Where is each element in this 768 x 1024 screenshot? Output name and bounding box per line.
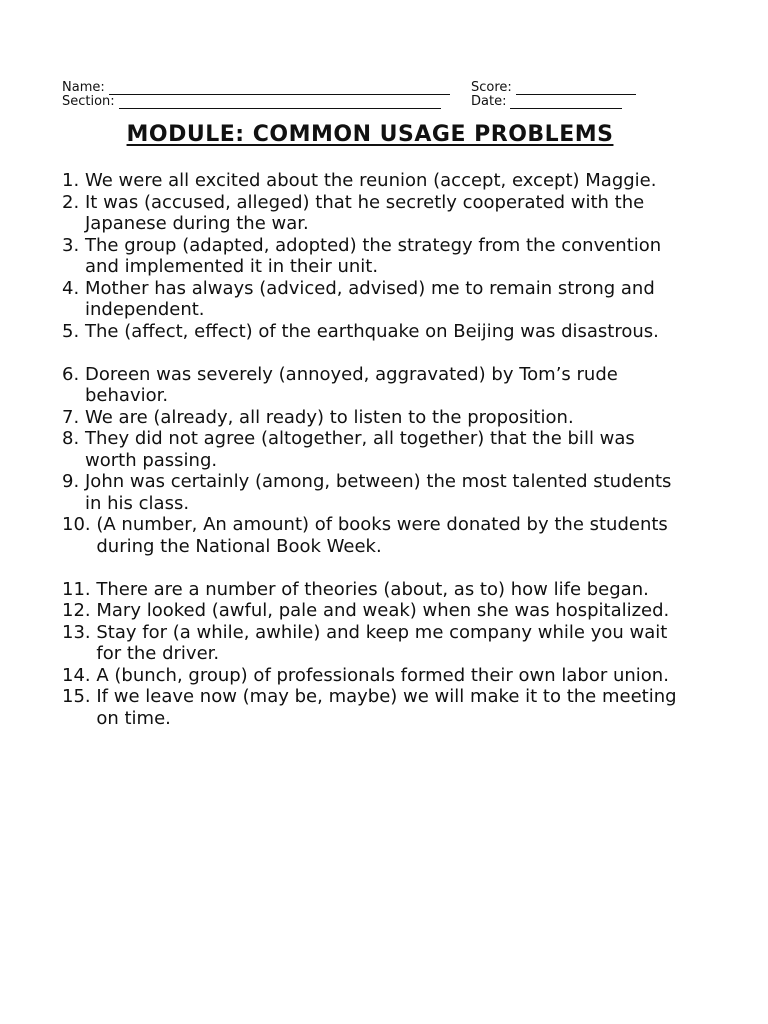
question-text: It was (accused, alleged) that he secretly cooperated with the Japanese during the war. xyxy=(85,191,645,234)
question-item-7 xyxy=(62,407,692,429)
question-text: John was certainly (among, between) the most talented students in his class. xyxy=(85,471,672,514)
question-text: They did not agree (altogether, all together) that the bill was worth passing. xyxy=(85,428,635,471)
question-text: There are a number of theories (about, as to) how life began. xyxy=(96,578,649,600)
section-field[interactable] xyxy=(62,95,468,109)
page-title-text: MODULE: COMMON USAGE PROBLEMS xyxy=(126,122,614,147)
question-number: 15. xyxy=(62,686,97,707)
question-number: 11. xyxy=(62,578,97,600)
question-number: 7. xyxy=(62,406,80,428)
date-field[interactable] xyxy=(471,95,622,109)
question-item-15 xyxy=(62,686,692,729)
question-text: A (bunch, group) of professionals formed their own labor union. xyxy=(96,664,669,686)
date-blank-line[interactable] xyxy=(510,97,622,109)
question-item-2 xyxy=(62,192,692,235)
question-text: Mary looked (awful, pale and weak) when she was hospitalized. xyxy=(96,600,670,621)
name-blank-line[interactable] xyxy=(109,83,450,95)
name-field[interactable] xyxy=(62,81,468,95)
question-item-13 xyxy=(62,622,692,665)
score-field[interactable] xyxy=(471,81,636,95)
question-text: We are (already, all ready) to listen to the proposition. xyxy=(85,406,574,428)
question-text: Doreen was severely (annoyed, aggravated) by Tom’s rude behavior. xyxy=(85,363,618,406)
question-item-10 xyxy=(62,514,692,557)
question-item-8 xyxy=(62,428,692,471)
question-number: 12. xyxy=(62,600,97,621)
header-row-section-date xyxy=(62,95,662,109)
question-text: We were all excited about the reunion (accept, except) Maggie. xyxy=(85,170,657,191)
question-number: 13. xyxy=(62,621,97,643)
question-number: 4. xyxy=(62,277,80,299)
question-number: 14. xyxy=(62,664,97,686)
question-item-5 xyxy=(62,321,692,343)
score-label: Score: xyxy=(471,80,512,95)
question-text: The group (adapted, adopted) the strategy from the convention and implemented it in their unit. xyxy=(85,234,662,277)
date-label: Date: xyxy=(471,94,507,109)
question-item-3 xyxy=(62,235,692,278)
question-number: 3. xyxy=(62,234,80,256)
question-item-12 xyxy=(62,600,692,622)
score-blank-line[interactable] xyxy=(516,83,636,95)
section-label: Section: xyxy=(62,94,115,109)
question-number: 6. xyxy=(62,363,80,385)
page-title xyxy=(0,122,740,147)
question-text: The (affect, effect) of the earthquake on Beijing was disastrous. xyxy=(85,320,659,342)
question-number: 5. xyxy=(62,320,80,342)
question-number: 8. xyxy=(62,428,80,449)
question-number: 2. xyxy=(62,191,80,213)
question-text: Stay for (a while, awhile) and keep me company while you wait for the driver. xyxy=(96,621,668,664)
question-text: (A number, An amount) of books were donated by the students during the National Book Week. xyxy=(96,514,668,557)
question-number: 1. xyxy=(62,170,80,191)
question-item-4 xyxy=(62,278,692,321)
header-row-name-score xyxy=(62,81,662,95)
question-item-1 xyxy=(62,170,692,192)
question-number: 9. xyxy=(62,471,80,492)
question-item-9 xyxy=(62,471,692,514)
question-item-11 xyxy=(62,579,692,601)
question-text: Mother has always (adviced, advised) me to remain strong and independent. xyxy=(85,277,655,320)
worksheet-header xyxy=(62,81,662,109)
question-number: 10. xyxy=(62,514,97,535)
question-item-14 xyxy=(62,665,692,687)
question-item-6 xyxy=(62,364,692,407)
question-text: If we leave now (may be, maybe) we will make it to the meeting on time. xyxy=(96,686,677,729)
question-list xyxy=(62,170,692,729)
section-blank-line[interactable] xyxy=(119,97,441,109)
name-label: Name: xyxy=(62,80,105,95)
